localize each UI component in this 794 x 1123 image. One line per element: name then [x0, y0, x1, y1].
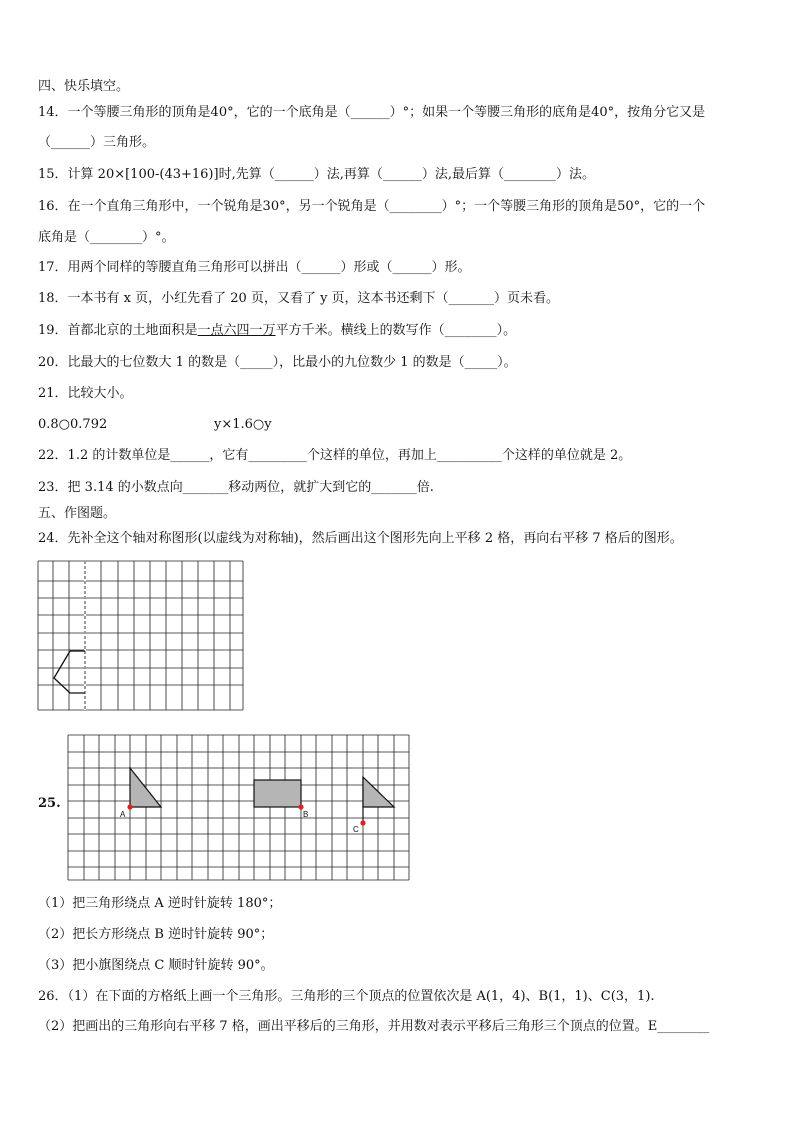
triangle-shape — [130, 768, 161, 807]
question-16-line-2: 底角是（________）°。 — [38, 230, 175, 245]
question-18: 18．一本书有 x 页，小红先看了 20 页，又看了 y 页，这本书还剩下（_______）页未看。 — [38, 291, 560, 306]
question-25-part-1: （1）把三角形绕点 A 逆时针旋转 180°； — [38, 896, 282, 911]
flag-shape — [363, 777, 394, 807]
rectangle-shape — [254, 780, 301, 807]
grid-q24-lines — [38, 561, 243, 710]
label-b: B — [303, 810, 309, 819]
question-25-number: 25. — [38, 796, 61, 811]
question-26-part-2: （2）把画出的三角形向右平移 7 格，画出平移后的三角形，并用数对表示平移后三角形三个顶点的位置。E________ — [38, 1019, 710, 1034]
grid-q25 — [66, 733, 412, 883]
compare-left: 0.8○0.792 — [38, 417, 108, 432]
grid-q25-lines — [68, 735, 409, 880]
question-19-underlined: 一点六四一万 — [197, 323, 276, 338]
label-c: C — [353, 825, 359, 834]
question-19-prefix: 19．首都北京的土地面积是 — [38, 323, 198, 338]
question-21-compare — [38, 416, 764, 434]
half-figure — [54, 651, 85, 693]
question-21: 21．比较大小。 — [38, 386, 133, 401]
question-14-line-1: 14．一个等腰三角形的顶角是40°，它的一个底角是（______）°；如果一个等腰三角形的底角是40°，按角分它又是 — [38, 105, 706, 120]
question-20: 20．比最大的七位数大 1 的数是（_____），比最小的九位数少 1 的数是（_____）。 — [38, 355, 517, 370]
point-a — [127, 804, 132, 809]
question-23: 23．把 3.14 的小数点向_______移动两位，就扩大到它的_______倍. — [38, 480, 434, 495]
question-19 — [38, 322, 764, 340]
point-c — [360, 820, 365, 825]
question-19-suffix: 平方千米。横线上的数写作（________）。 — [275, 323, 517, 338]
question-22: 22．1.2 的计数单位是______，它有_________个这样的单位，再加上__________个这样的单位就是 2。 — [38, 448, 632, 463]
question-26-part-1: 26．（1）在下面的方格纸上画一个三角形。三角形的三个顶点的位置依次是 A(1，4)、B(1，1)、C(3，1). — [38, 989, 655, 1004]
point-b — [298, 804, 303, 809]
question-17: 17．用两个同样的等腰直角三角形可以拼出（______）形或（______）形。 — [38, 260, 471, 275]
question-25-part-3: （3）把小旗图绕点 C 顺时针旋转 90°。 — [38, 958, 274, 973]
question-25-part-2: （2）把长方形绕点 B 逆时针旋转 90°； — [38, 927, 274, 942]
question-16-line-1: 16．在一个直角三角形中，一个锐角是30°，另一个锐角是（________）°；一个等腰三角形的顶角是50°，它的一个 — [38, 199, 706, 214]
label-a: A — [120, 810, 126, 819]
section-4-title: 四、快乐填空。 — [38, 79, 130, 94]
question-24: 24．先补全这个轴对称图形(以虚线为对称轴)，然后画出这个图形先向上平移 2 格，再向右平移 7 格后的图形。 — [38, 531, 683, 546]
question-15: 15．计算 20×[100-(43+16)]时,先算（______）法,再算（______）法,最后算（________）法。 — [38, 167, 595, 182]
section-5-title: 五、作图题。 — [38, 506, 117, 521]
grid-q24 — [37, 560, 245, 712]
compare-right: y×1.6○y — [214, 417, 272, 432]
question-14-line-2: （______）三角形。 — [38, 135, 156, 150]
